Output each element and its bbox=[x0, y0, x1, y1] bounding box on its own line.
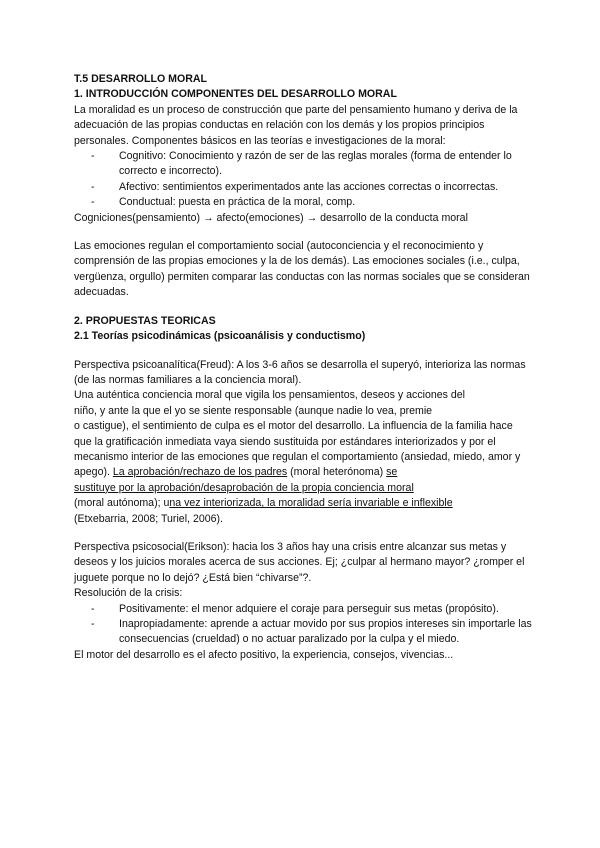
text-line: vergüenza, orgullo) permiten comparar las conductas con las normas sociales que se consideran bbox=[74, 270, 530, 283]
citation-line: (Etxebarria, 2008; Turiel, 2006). bbox=[74, 512, 223, 525]
text-line: deseos y los juicios morales acerca de sus acciones. Ej; ¿culpar al hermano mayor? ¿romper el bbox=[74, 556, 525, 569]
components-list bbox=[74, 149, 536, 211]
text-line: (de las normas familiares a la conciencia moral). bbox=[74, 373, 302, 386]
text-line: Perspectiva psicoanalítica(Freud): A los 3-6 años se desarrolla el superyó, interioriza las normas bbox=[74, 358, 526, 371]
text-run: (moral heterónoma) bbox=[287, 466, 387, 479]
freud-paragraph bbox=[74, 358, 536, 527]
list-dash: - bbox=[91, 618, 95, 630]
list-dash: - bbox=[91, 150, 95, 163]
text-line: comprensión de las propias emociones y la de los demás). Las emociones sociales (i.e., culpa, bbox=[74, 255, 520, 268]
text-line: o castigue), el sentimiento de culpa es el motor del desarrollo. La influencia de la familia hace bbox=[74, 420, 513, 433]
text-line: que la gratificación inmediata vaya siendo sustituida por estándares interiorizados y por el bbox=[74, 435, 496, 448]
underlined-text: sustituye por la aprobación/desaprobación de la propia conciencia moral bbox=[74, 481, 414, 494]
list-text-continuation: correcto e incorrecto). bbox=[119, 165, 223, 178]
section-2-1-heading: 2.1 Teorías psicodinámicas (psicoanálisis y conductismo) bbox=[74, 330, 366, 343]
text-line: adecuación de las propias conductas en relación con los demás y los propios principios bbox=[74, 119, 485, 132]
erikson-paragraph bbox=[74, 540, 536, 602]
list-dash: - bbox=[91, 196, 95, 209]
text-line bbox=[74, 481, 536, 496]
list-text: Afectivo: sentimientos experimentados ante las acciones correctas o incorrectas. bbox=[119, 180, 499, 193]
section-1-heading: 1. INTRODUCCIÓN COMPONENTES DEL DESARROLLO MORAL bbox=[74, 88, 397, 101]
text-line: personales. Componentes básicos en las teorías e investigaciones de la moral: bbox=[74, 134, 446, 147]
spacer bbox=[74, 527, 536, 540]
text-line: mecanismo interior de las emociones que regulan el comportamiento (ansiedad, miedo, amor y bbox=[74, 450, 521, 463]
text-run: (moral autónoma); u bbox=[74, 497, 170, 510]
closing-line: El motor del desarrollo es el afecto positivo, la experiencia, consejos, vivencias... bbox=[74, 648, 454, 661]
emotions-paragraph bbox=[74, 239, 536, 301]
text-line bbox=[74, 465, 536, 480]
list-dash: - bbox=[91, 602, 95, 615]
list-text: Inapropiadamente: aprende a actuar movido por sus propios intereses sin importarle las bbox=[119, 618, 532, 630]
underlined-text: na vez interiorizada, la moralidad sería invariable e inflexible bbox=[169, 497, 453, 510]
text-line: juguete porque no lo dejó? ¿Está bien “chivarse”?. bbox=[74, 571, 312, 584]
text-line: Las emociones regulan el comportamiento social (autoconciencia y el reconocimiento y bbox=[74, 240, 484, 253]
spacer bbox=[74, 301, 536, 314]
list-text-continuation: consecuencias (crueldad) o no actuar paralizado por la culpa y el miedo. bbox=[119, 633, 460, 646]
underlined-text: se bbox=[386, 466, 398, 479]
spacer bbox=[74, 345, 536, 358]
text-line: Resolución de la crisis: bbox=[74, 587, 183, 600]
list-item bbox=[74, 617, 536, 632]
text-line: La moralidad es un proceso de construcción que parte del pensamiento humano y deriva de la bbox=[74, 103, 518, 116]
text-line: Una auténtica conciencia moral que vigila los pensamientos, deseos y acciones del bbox=[74, 389, 466, 402]
flow-line: Cogniciones(pensamiento) → afecto(emociones) → desarrollo de la conducta moral bbox=[74, 211, 468, 224]
list-text: Conductual: puesta en práctica de la moral, comp. bbox=[119, 196, 356, 209]
section-1-paragraph bbox=[74, 103, 536, 149]
list-item bbox=[74, 195, 536, 210]
crisis-resolution-list bbox=[74, 602, 536, 648]
list-dash: - bbox=[91, 180, 95, 193]
list-text: Positivamente: el menor adquiere el coraje para perseguir sus metas (propósito). bbox=[119, 602, 499, 615]
section-2-heading: 2. PROPUESTAS TEORICAS bbox=[74, 314, 216, 327]
document-title: T.5 DESARROLLO MORAL bbox=[74, 73, 208, 85]
list-text: Cognitivo: Conocimiento y razón de ser de las reglas morales (forma de entender lo bbox=[119, 150, 512, 163]
spacer bbox=[74, 226, 536, 239]
text-run: apego). bbox=[74, 466, 113, 479]
text-line bbox=[74, 496, 536, 511]
list-item bbox=[74, 149, 536, 164]
text-line: Perspectiva psicosocial(Erikson): hacia los 3 años hay una crisis entre alcanzar sus metas y bbox=[74, 540, 507, 553]
list-item bbox=[74, 602, 536, 617]
text-line: adecuadas. bbox=[74, 286, 129, 299]
list-item bbox=[74, 180, 536, 195]
underlined-text: La aprobación/rechazo de los padres bbox=[112, 466, 288, 479]
text-line: niño, y ante la que el yo se siente responsable (aunque nadie lo vea, premie bbox=[74, 404, 433, 417]
